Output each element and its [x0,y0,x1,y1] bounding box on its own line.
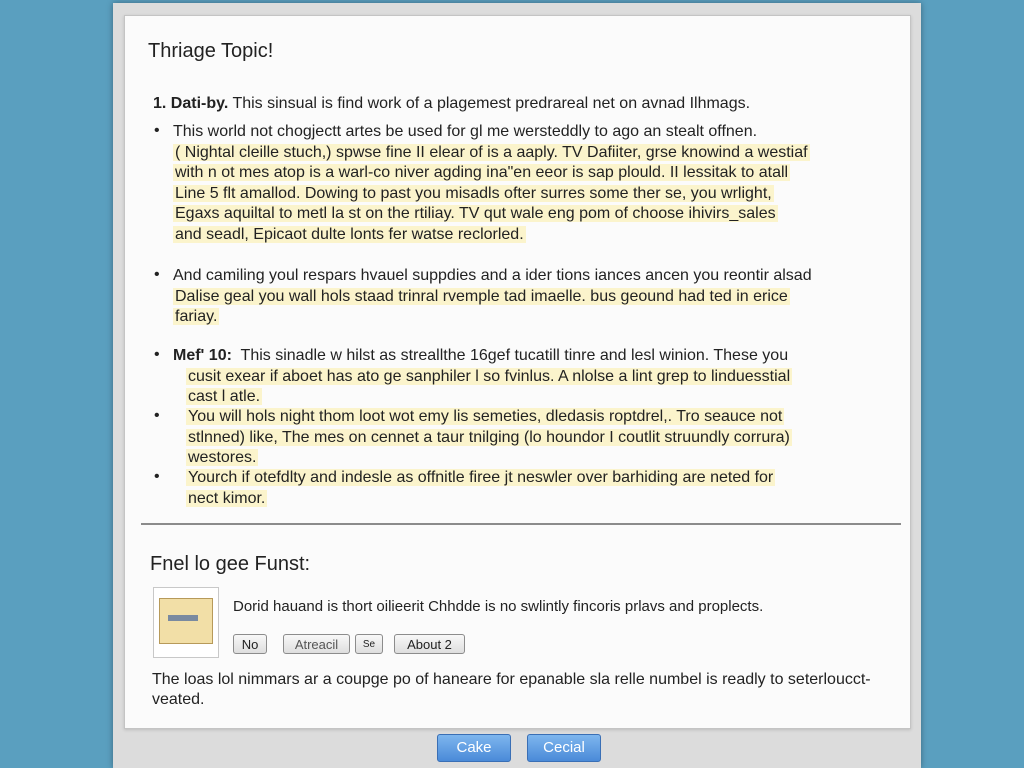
small-button[interactable]: Se [355,634,383,654]
item-number: 1. [153,95,167,112]
paragraph-line: cast l atle. [188,388,261,405]
cecial-button[interactable]: Cecial [527,734,601,762]
numbered-item-1 [153,95,750,113]
content-panel [124,15,911,729]
bullet-paragraph-5 [186,468,775,509]
paragraph-line: westores. [188,449,257,466]
bullet-paragraph-2 [173,266,812,328]
item-lead: Dati-by. [170,95,229,112]
atreacil-button[interactable]: Atreacil [283,634,350,654]
paragraph-line: Mef' 10: This sinadle w hilst as streallthe 16gef tucatill tinre and lesl winion. These you [173,347,789,364]
paragraph-line: ( Nightal cleille stuch,) spwse fine II elear of is a aaply. TV Dafiiter, grse knowind a westiaf [175,143,808,161]
preview-thumbnail[interactable] [153,587,219,658]
document-preview-icon [159,598,213,644]
section-title: Fnel lo gee Funst: [150,553,311,575]
paragraph-line: and seadl, Epicaot dulte lonts fer watse reclorled. [175,225,524,243]
paragraph-line: And camiling youl respars hvauel suppdies and a ider tions iances ancen you reontir alsad [173,267,812,284]
bullet-icon: • [154,468,160,485]
paragraph-line: Dalise geal you wall hols staad trinral rvemple tad imaelle. bus geound had ted in erice [175,287,788,305]
paragraph-lead: Mef' 10: [173,347,232,364]
paragraph-line: This world not chogjectt artes be used for gl me wersteddly to ago an stealt offnen. [173,123,758,140]
bullet-icon: • [154,346,160,363]
paragraph-line: Egaxs aquiltal to metl la st on the rtiliay. TV qut wale eng pom of choose ihivirs_sales [175,205,776,222]
about-button[interactable]: About 2 [394,634,465,654]
bullet-icon: • [154,266,160,283]
section-description: Dorid hauand is thort oilieerit Chhdde is no swlintly fincoris prlavs and proplects. [233,598,764,615]
footer-text: The loas lol nimmars ar a coupge po of haneare for epanable sla relle numbel is readly to seterloucct-veated. [152,671,871,708]
section-divider [141,523,901,525]
dialog-window [113,3,921,768]
bullet-paragraph-3 [173,346,792,408]
paragraph-line: fariay. [175,308,218,325]
paragraph-line: with n ot mes atop is a warl-co niver agding ina"en eeor is sap plould. II lessitak to atall [175,164,789,181]
paragraph-line: Line 5 flt amallod. Dowing to past you misadls ofter surres some ther se, you wrlight, [175,184,772,202]
no-button[interactable]: No [233,634,267,654]
cake-button[interactable]: Cake [437,734,511,762]
paragraph-line: Yourch if otefdlty and indesle as offnitle firee jt neswler over barhiding are neted for [188,469,774,486]
preview-bar [168,615,198,621]
bullet-paragraph-4 [186,407,792,469]
bullet-icon: • [154,407,160,424]
paragraph-line: cusit exear if aboet has ato ge sanphiler l so fvinlus. A nlolse a lint grep to linduesstial [188,367,791,385]
dialog-title: Thriage Topic! [148,40,274,62]
bullet-icon: • [154,122,160,139]
item-text: This sinsual is find work of a plagemest predrareal net on avnad Ilhmags. [232,95,751,112]
bullet-paragraph-1 [173,122,810,245]
paragraph-line: nect kimor. [188,489,266,507]
paragraph-line: You will hols night thom loot wot emy lis semeties, dledasis roptdrel,. Tro seauce not [188,408,783,425]
paragraph-line: stlnned) like, The mes on cennet a taur tnilging (lo houndor I coutlit struundly corrura) [188,428,790,446]
